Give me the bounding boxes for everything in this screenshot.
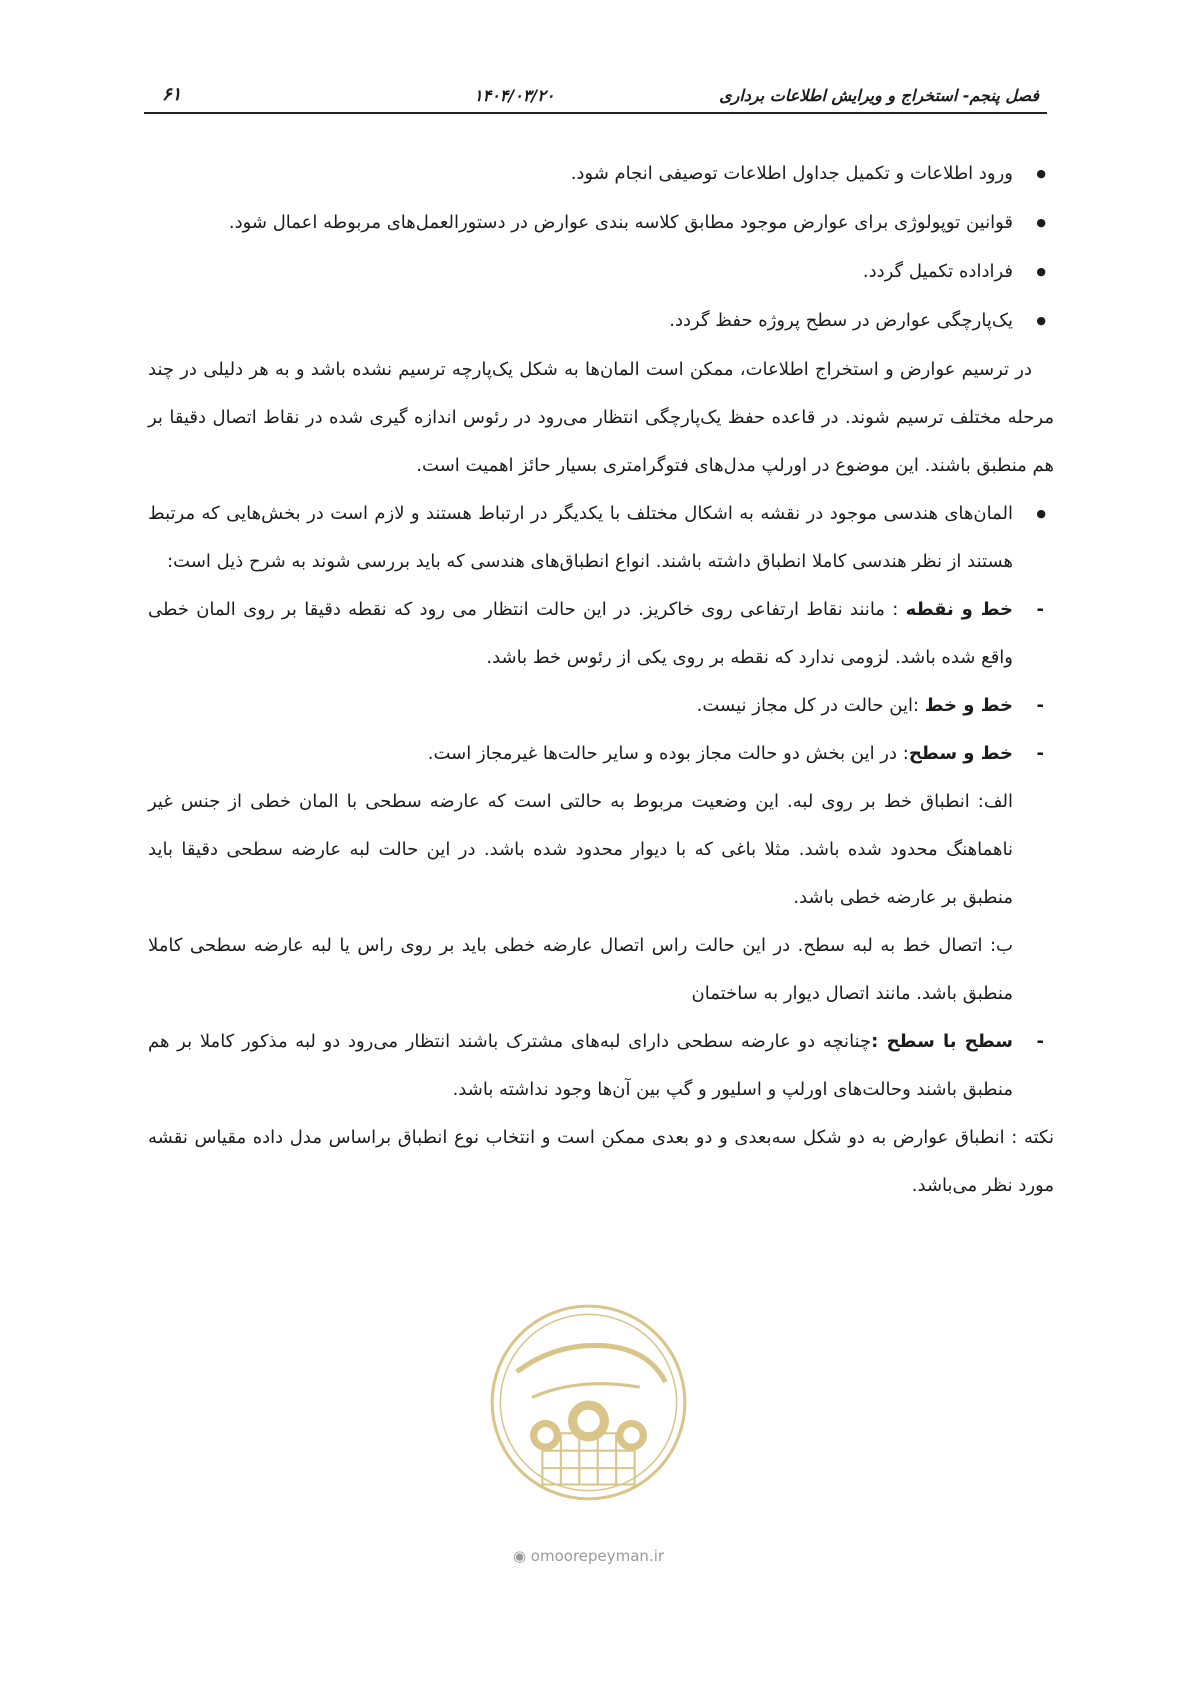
list-item: ● فراداده تکمیل گردد. xyxy=(148,248,1054,297)
list-item: ● ورود اطلاعات و تکمیل جداول اطلاعات توصیفی انجام شود. xyxy=(148,150,1054,199)
case-alef: الف: انطباق خط بر روی لبه. این وضعیت مربوط به حالتی است که عارضه سطحی با المان خطی از جنس غیر ناهماهنگ محدود شده باشد. مثلا باغی که با دیوار محدود شده باشد. در این حالت لبه عارضه سطحی دقیقا باید منطبق بر عارضه خطی باشد. xyxy=(148,791,1013,908)
watermark-logo xyxy=(486,1300,691,1505)
dash-mark: - xyxy=(1036,695,1044,716)
chapter-title: فصل پنجم- استخراج و ویرایش اطلاعات برداری xyxy=(719,86,1039,105)
note-paragraph: نکته : انطباق عوارض به دو شکل سه‌بعدی و دو بعدی ممکن است و انتخاب نوع انطباق براساس مدل داده مقیاس نقشه مورد نظر می‌باشد. xyxy=(148,1127,1054,1196)
list-item: ● قوانین توپولوژی برای عوارض موجود مطابق کلاسه بندی عوارض در دستورالعمل‌های مربوطه اعمال شود. xyxy=(148,199,1054,248)
item-line-line xyxy=(148,682,1054,730)
dash-mark: - xyxy=(1036,1031,1044,1052)
page-body xyxy=(148,150,1054,1210)
item-text: چنانچه دو عارضه سطحی دارای لبه‌های مشترک باشند انتظار می‌رود دو لبه مذکور کاملا بر هم منطبق باشند وحالت‌های اورلپ و اسلیور و گپ بین آن‌ها وجود نداشته باشد. xyxy=(148,1031,1013,1100)
geometry-list xyxy=(148,490,1054,586)
list-item: ● المان‌های هندسی موجود در نقشه به اشکال مختلف با یکدیگر در ارتباط هستند و لازم است در بخش‌هایی که مرتبط هستند از نظر هندسی کاملا انطباق داشته باشند. انواع انطباق‌های هندسی که باید بررسی شوند به شرح ذیل است: xyxy=(148,490,1054,586)
requirements-list xyxy=(148,150,1054,346)
case-be: ب: اتصال خط به لبه سطح. در این حالت راس اتصال عارضه خطی باید بر روی راس یا لبه عارضه سطحی کاملا منطبق باشد. مانند اتصال دیوار به ساختمان xyxy=(148,935,1013,1004)
header-rule xyxy=(144,112,1047,114)
item-term: سطح با سطح : xyxy=(871,1031,1013,1052)
item-line-point xyxy=(148,586,1054,682)
page-number: ۶۱ xyxy=(162,84,182,105)
item-term: خط و خط xyxy=(924,695,1013,716)
site-text: omoorepeyman.ir xyxy=(530,1547,665,1565)
item-surface-surface xyxy=(148,1018,1054,1114)
integrity-paragraph: در ترسیم عوارض و استخراج اطلاعات، ممکن است المان‌ها به شکل یک‌پارچه ترسیم نشده باشد و به هر دلیلی در چند مرحله مختلف ترسیم شوند. در قاعده حفظ یک‌پارچگی انتظار می‌رود در رئوس اندازه گیری شده در نقاط اتصال دقیقا بر هم منطبق باشند. این موضوع در اورلپ مدل‌های فتوگرامتری بسیار حائز اهمیت است. xyxy=(148,359,1054,476)
watermark-site: ◉ omoorepeyman.ir xyxy=(512,1547,665,1565)
item-term: خط و نقطه xyxy=(905,599,1013,620)
item-text: : در این بخش دو حالت مجاز بوده و سایر حالت‌ها غیرمجاز است. xyxy=(427,743,909,764)
header-date: ۱۴۰۴/۰۳/۲۰ xyxy=(474,86,555,105)
item-line-surface xyxy=(148,730,1054,1018)
item-text: :این حالت در کل مجاز نیست. xyxy=(696,695,925,716)
seal-graphic xyxy=(486,1300,691,1505)
list-item: ● یک‌پارچگی عوارض در سطح پروژه حفظ گردد. xyxy=(148,297,1054,346)
item-text: : مانند نقاط ارتفاعی روی خاکریز. در این حالت انتظار می رود که نقطه دقیقا بر روی المان خطی واقع شده باشد. لزومی ندارد که نقطه بر روی یکی از رئوس خط باشد. xyxy=(148,599,1013,668)
item-term: خط و سطح xyxy=(908,743,1013,764)
dash-mark: - xyxy=(1036,599,1044,620)
page-header xyxy=(144,80,1047,110)
dash-mark: - xyxy=(1036,743,1044,764)
